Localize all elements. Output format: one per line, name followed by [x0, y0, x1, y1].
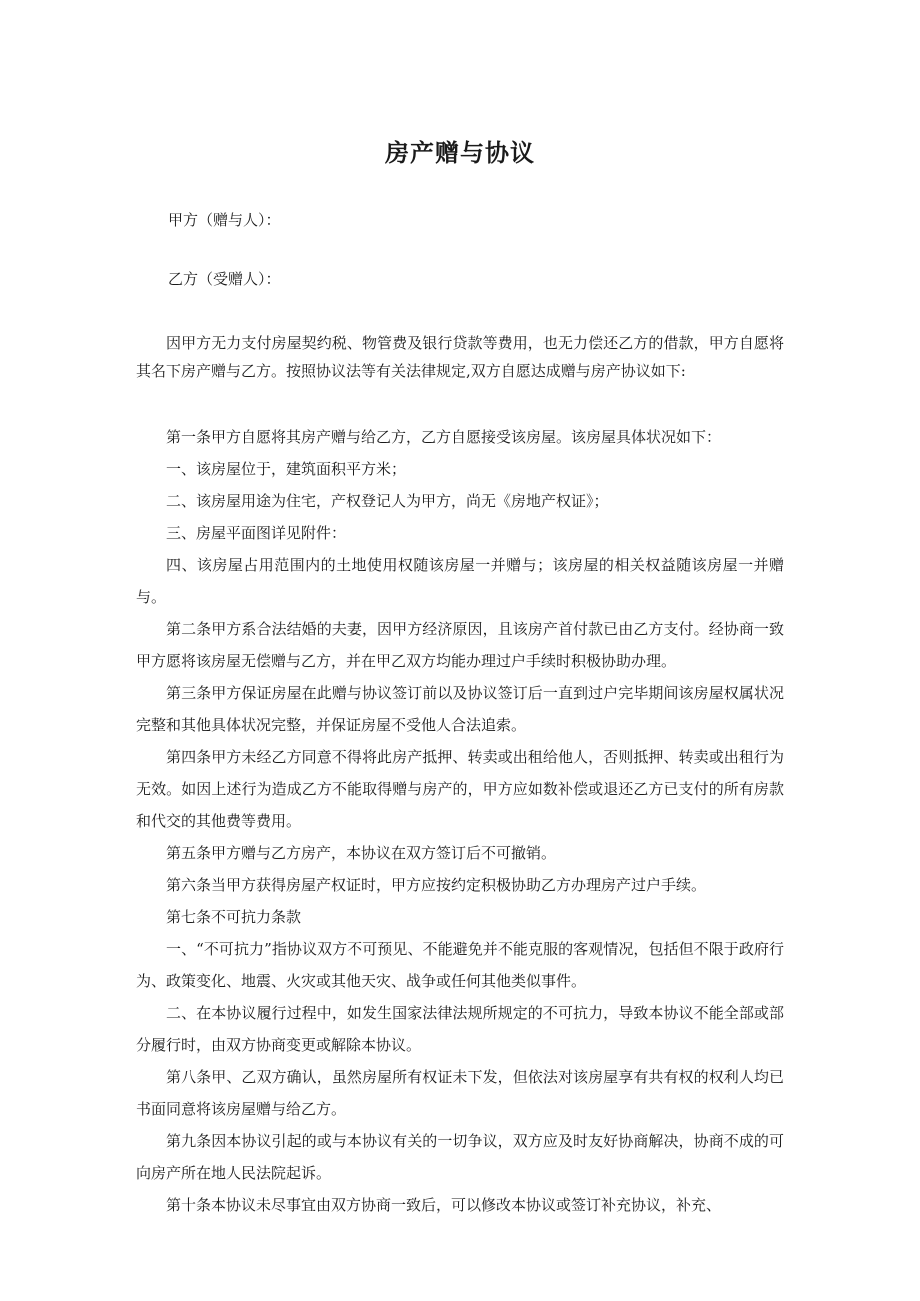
article-7-item-1: 一、“不可抗力”指协议双方不可预见、不能避免并不能克服的客观情况，包括但不限于政府行为、政策变化、地震、火灾或其他天灾、战争或任何其他类似事件。: [136, 940, 784, 990]
article-6: 第六条当甲方获得房屋产权证时，甲方应按约定积极协助乙方办理房产过户手续。: [166, 876, 707, 894]
intro-section: [136, 329, 784, 385]
article-3: 第三条甲方保证房屋在此赠与协议签订前以及协议签订后一直到过户完毕期间该房屋权属状况完整和其他具体状况完整，并保证房屋不受他人合法追索。: [136, 684, 784, 734]
article-7-item-2: 二、在本协议履行过程中，如发生国家法律法规所规定的不可抗力，导致本协议不能全部或部分履行时，由双方协商变更或解除本协议。: [136, 1004, 784, 1054]
intro-paragraph: 因甲方无力支付房屋契约税、物管费及银行贷款等费用，也无力偿还乙方的借款，甲方自愿将其名下房产赠与乙方。按照协议法等有关法律规定,双方自愿达成赠与房产协议如下:: [136, 334, 784, 380]
document-title: 房产赠与协议: [385, 139, 535, 167]
article-4: 第四条甲方未经乙方同意不得将此房产抵押、转卖或出租给他人，否则抵押、转卖或出租行为无效。如因上述行为造成乙方不能取得赠与房产的，甲方应如数补偿或退还乙方已支付的所有房款和代交的其他费等费用。: [136, 748, 784, 830]
party-a-line: 甲方（赠与人）：: [168, 211, 281, 229]
articles-section: [136, 421, 784, 1221]
article-1-item-1: 一、该房屋位于，建筑面积平方米；: [166, 460, 407, 478]
article-1-item-4: 四、该房屋占用范围内的土地使用权随该房屋一并赠与；该房屋的相关权益随该房屋一并赠与。: [136, 556, 784, 606]
article-1-item-2: 二、该房屋用途为住宅，产权登记人为甲方，尚无《房地产权证》；: [166, 492, 609, 510]
article-5: 第五条甲方赠与乙方房产，本协议在双方签订后不可撤销。: [166, 844, 557, 862]
article-10: 第十条本协议未尽事宜由双方协商一致后，可以修改本协议或签订补充协议，补充、: [166, 1196, 722, 1214]
article-2: 第二条甲方系合法结婚的夫妻，因甲方经济原因，且该房产首付款已由乙方支付。经协商一致甲方愿将该房屋无偿赠与乙方，并在甲乙双方均能办理过户手续时积极协助办理。: [136, 620, 784, 670]
article-1-item-3: 三、房屋平面图详见附件：: [166, 524, 347, 542]
article-1: 第一条甲方自愿将其房产赠与给乙方，乙方自愿接受该房屋。该房屋具体状况如下：: [166, 428, 722, 446]
party-b-line: 乙方（受赠人）：: [168, 270, 281, 288]
article-7-heading: 第七条不可抗力条款: [166, 908, 302, 926]
article-8: 第八条甲、乙双方确认，虽然房屋所有权证未下发，但依法对该房屋享有共有权的权利人均已书面同意将该房屋赠与给乙方。: [136, 1068, 784, 1118]
article-9: 第九条因本协议引起的或与本协议有关的一切争议，双方应及时友好协商解决，协商不成的可向房产所在地人民法院起诉。: [136, 1132, 784, 1182]
